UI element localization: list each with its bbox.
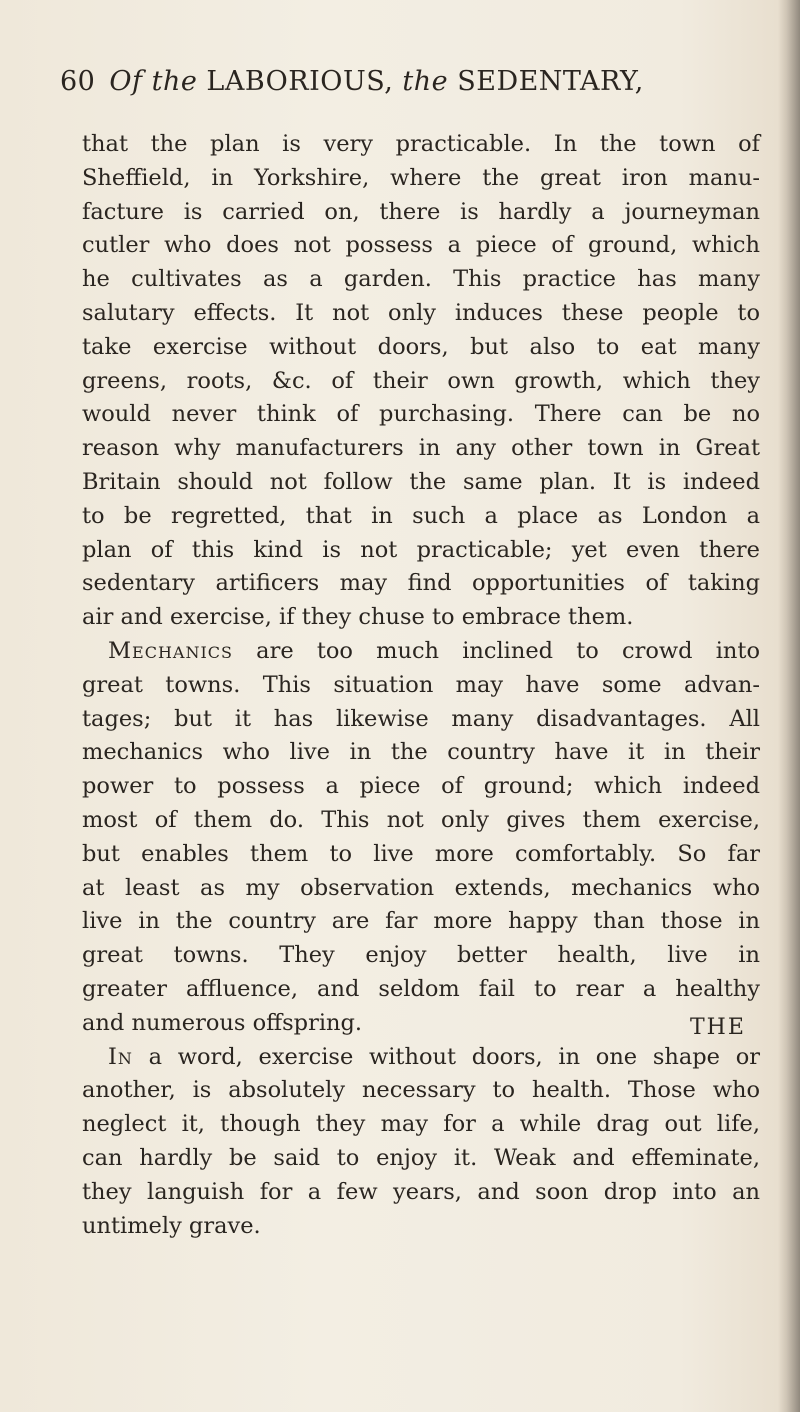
text-line: can hardly be said to enjoy it. Weak and effeminate, <box>82 1144 760 1171</box>
text-line: but enables them to live more comfortably. So far <box>82 840 760 867</box>
body-text <box>82 128 760 1243</box>
smallcaps-in: In <box>108 1043 133 1070</box>
text-line: to be regretted, that in such a place as London a <box>82 502 760 529</box>
text-line: sedentary artificers may find opportunities of taking <box>82 570 760 597</box>
catchword: THE <box>690 1015 746 1040</box>
text-line: take exercise without doors, but also to eat many <box>82 333 760 360</box>
text-line: most of them do. This not only gives them exercise, <box>82 806 760 833</box>
text-line: that the plan is very practicable. In the town of <box>82 131 760 157</box>
text-line: power to possess a piece of ground; which indeed <box>82 773 760 800</box>
running-head <box>60 66 760 97</box>
text-line: mechanics who live in the country have it in their <box>82 739 760 766</box>
text-line-rest: a word, exercise without doors, in one shape or <box>148 1043 760 1070</box>
text-line: greater affluence, and seldom fail to rear a healthy <box>82 975 760 1002</box>
text-line: salutary effects. It not only induces these people to <box>82 299 760 326</box>
text-line: he cultivates as a garden. This practice has many <box>82 266 760 293</box>
text-line: Britain should not follow the same plan. It is indeed <box>82 468 760 495</box>
text-line: another, is absolutely necessary to health. Those who <box>82 1077 760 1104</box>
text-line: great towns. They enjoy better health, live in <box>82 942 760 969</box>
text-line: live in the country are far more happy than those in <box>82 908 760 935</box>
text-line: plan of this kind is not practicable; yet even there <box>82 536 760 563</box>
text-line: would never think of purchasing. There can be no <box>82 401 760 428</box>
text-line: great towns. This situation may have some advan- <box>82 671 760 698</box>
page-edge-shadow <box>778 0 800 1412</box>
text-line: Sheffield, in Yorkshire, where the great iron manu- <box>82 164 760 191</box>
running-head-sedentary: SEDENTARY, <box>457 66 644 97</box>
running-head-the-2: the <box>402 66 449 97</box>
text-line: neglect it, though they may for a while drag out life, <box>82 1111 760 1138</box>
running-head-of: Of <box>109 66 143 97</box>
text-line: at least as my observation extends, mechanics who <box>82 874 760 901</box>
text-line: air and exercise, if they chuse to embrace them. <box>82 604 634 631</box>
page-number: 60 <box>60 66 96 97</box>
text-line: and numerous offspring. <box>82 1009 363 1036</box>
paragraph-mechanics <box>82 635 760 669</box>
paragraph-in-a-word <box>82 1041 760 1075</box>
text-line: cutler who does not possess a piece of ground, which <box>82 232 760 259</box>
text-line: tages; but it has likewise many disadvantages. All <box>82 705 760 732</box>
running-head-laborious: LABORIOUS, <box>206 66 394 97</box>
text-line: reason why manufacturers in any other town in Great <box>82 435 760 462</box>
text-line: they languish for a few years, and soon drop into an <box>82 1178 760 1205</box>
running-head-the: the <box>151 66 198 97</box>
text-line: facture is carried on, there is hardly a journeyman <box>82 198 760 225</box>
smallcaps-mechanics: Mechanics <box>108 637 233 664</box>
text-line: greens, roots, &c. of their own growth, which they <box>82 367 760 394</box>
text-line-rest: are too much inclined to crowd into <box>256 637 760 664</box>
text-line: untimely grave. <box>82 1212 261 1239</box>
